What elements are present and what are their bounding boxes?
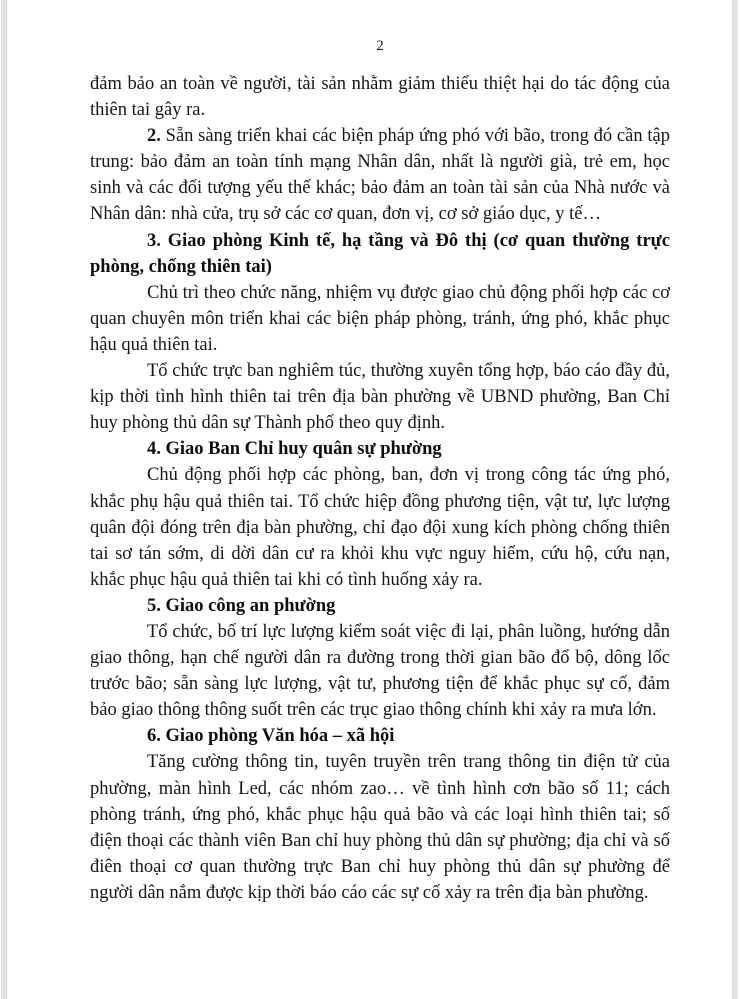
- document-page: [7, 0, 732, 999]
- paragraph: Tổ chức, bố trí lực lượng kiểm soát việc đi lại, phân luồng, hướng dẫn giao thông, hạn chế người dân ra đường trong thời gian bão đổ bộ, dông lốc trước bão; sẵn sàng lực lượng, vật tư, phương tiện để khắc phục sự cố, đảm bảo giao thông thông suốt trên các trục giao thông chính khi xảy ra mưa lớn.: [90, 621, 670, 721]
- paragraph: Chủ động phối hợp các phòng, ban, đơn vị trong công tác ứng phó, khắc phụ hậu quả thiên tai. Tổ chức hiệp đồng phương tiện, vật tư, lực lượng quân đội đóng trên địa bàn phường, chỉ đạo đội xung kích phòng chống thiên tai sơ tán sớm, di dời dân cư ra khỏi khu vực nguy hiểm, cứu hộ, cứu nạn, khắc phục hậu quả thiên tai khi có tình huống xảy ra.: [90, 465, 670, 590]
- section-heading-4: 4. Giao Ban Chỉ huy quân sự phường: [147, 439, 442, 460]
- section-heading-3: 3. Giao phòng Kinh tế, hạ tầng và Đô thị (cơ quan thường trực phòng, chống thiên tai): [90, 230, 670, 277]
- paragraph: Tổ chức trực ban nghiêm túc, thường xuyên tổng hợp, báo cáo đầy đủ, kịp thời tình hình thiên tai trên địa bàn phường về UBND phường, Ban Chỉ huy phòng thủ dân sự Thành phố theo quy định.: [90, 361, 670, 434]
- paragraph-text: Sẵn sàng triển khai các biện pháp ứng phó với bão, trong đó cần tập trung: bảo đảm an toàn tính mạng Nhân dân, nhất là người già, trẻ em, học sinh và các đối tượng yếu thế khác; bảo đảm an toàn tài sản của Nhà nước và Nhân dân: nhà cửa, trụ sở các cơ quan, đơn vị, cơ sở giáo dục, y tế…: [90, 126, 670, 225]
- paragraph-number: 2.: [147, 126, 161, 147]
- document-body: [90, 71, 670, 906]
- paragraph-continuation: đảm bảo an toàn về người, tài sản nhằm giảm thiểu thiệt hại do tác động của thiên tai gây ra.: [90, 74, 670, 121]
- section-heading-5: 5. Giao công an phường: [147, 595, 336, 616]
- paragraph-item-2: [90, 123, 670, 227]
- paragraph: Tăng cường thông tin, tuyên truyền trên trang thông tin điện tử của phường, màn hình Led, các nhóm zao… về tình hình cơn bão số 11; cách phòng tránh, ứng phó, khắc phục hậu quả bão và các loại hình thiên tai; số điện thoại các thành viên Ban chỉ huy phòng thủ dân sự phường; địa chỉ và số điên thoại cơ quan thường trực Ban chỉ huy phòng thủ dân sự phường để người dân nắm được kịp thời báo cáo các sự cố xảy ra trên địa bàn phường.: [90, 752, 670, 903]
- right-page-edge: [732, 0, 738, 999]
- paragraph: Chủ trì theo chức năng, nhiệm vụ được giao chủ động phối hợp các cơ quan chuyên môn triển khai các biện pháp phòng, tránh, ứng phó, khắc phục hậu quả thiên tai.: [90, 282, 670, 355]
- page-number: 2: [376, 38, 384, 54]
- section-heading-6: 6. Giao phòng Văn hóa – xã hội: [147, 726, 395, 747]
